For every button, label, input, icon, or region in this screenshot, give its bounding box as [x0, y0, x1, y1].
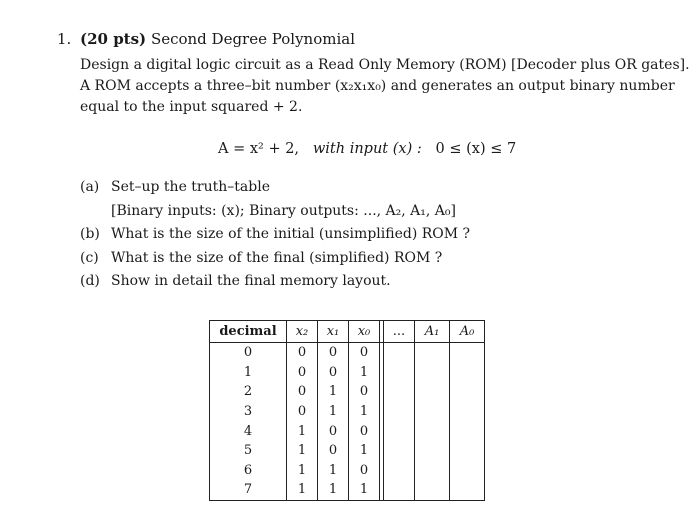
header-decimal: decimal — [210, 321, 287, 343]
cell-x0: 1 — [349, 402, 380, 422]
table-row — [210, 480, 485, 500]
cell-decimal: 1 — [210, 363, 287, 383]
problem-heading — [80, 30, 355, 48]
cell-a1 — [415, 382, 450, 402]
table-row — [210, 441, 485, 461]
cell-decimal: 6 — [210, 461, 287, 481]
table-header-row — [210, 321, 485, 343]
cell-a0 — [450, 441, 485, 461]
subquestion-text: What is the size of the initial (unsimplified) ROM ? — [111, 226, 471, 242]
cell-x2: 1 — [287, 480, 318, 500]
subquestion-d — [80, 270, 470, 294]
subquestion-label: (a) — [80, 179, 100, 195]
cell-dots — [384, 421, 415, 441]
cell-x0: 1 — [349, 441, 380, 461]
problem-number: 1. — [57, 30, 72, 48]
table-row — [210, 402, 485, 422]
header-a1: A₁ — [415, 321, 450, 343]
problem-description — [80, 55, 690, 118]
cell-dots — [384, 382, 415, 402]
cell-x0: 1 — [349, 363, 380, 383]
table-row — [210, 421, 485, 441]
cell-x2: 0 — [287, 343, 318, 363]
header-x0: x₀ — [349, 321, 380, 343]
cell-x0: 0 — [349, 421, 380, 441]
cell-x2: 0 — [287, 402, 318, 422]
cell-x2: 0 — [287, 363, 318, 383]
subquestion-label — [80, 200, 111, 224]
subquestion-b — [80, 223, 470, 247]
header-dots: ... — [384, 321, 415, 343]
cell-decimal: 3 — [210, 402, 287, 422]
formula-lhs: A = x² + 2, — [218, 141, 300, 157]
cell-x2: 1 — [287, 461, 318, 481]
cell-a1 — [415, 402, 450, 422]
cell-x2: 1 — [287, 441, 318, 461]
cell-a1 — [415, 421, 450, 441]
cell-x1: 0 — [318, 343, 349, 363]
header-a0: A₀ — [450, 321, 485, 343]
header-x2: x₂ — [287, 321, 318, 343]
cell-a1 — [415, 343, 450, 363]
truth-table — [209, 320, 485, 501]
cell-a0 — [450, 461, 485, 481]
formula-mid: with input (x) : — [312, 141, 422, 157]
subquestion-c — [80, 247, 470, 271]
problem-points: (20 pts) — [80, 30, 147, 48]
subquestion-text: Show in detail the final memory layout. — [111, 273, 391, 289]
cell-a0 — [450, 363, 485, 383]
subquestion-label: (d) — [80, 273, 100, 289]
cell-x1: 1 — [318, 461, 349, 481]
cell-x0: 1 — [349, 480, 380, 500]
cell-x1: 0 — [318, 421, 349, 441]
cell-dots — [384, 461, 415, 481]
subquestion-label: (c) — [80, 249, 99, 266]
cell-decimal: 5 — [210, 441, 287, 461]
subquestion-label: (b) — [80, 226, 100, 242]
description-line: equal to the input squared + 2. — [80, 99, 303, 115]
cell-x1: 0 — [318, 441, 349, 461]
cell-a1 — [415, 363, 450, 383]
subquestion-text: Set–up the truth–table — [111, 179, 270, 195]
subquestion-list — [80, 176, 470, 294]
subquestion-a — [80, 176, 470, 200]
description-line: Design a digital logic circuit as a Read Only Memory (ROM) [Decoder plus OR gates]. — [80, 57, 690, 73]
cell-a0 — [450, 421, 485, 441]
cell-x1: 1 — [318, 402, 349, 422]
formula — [218, 141, 516, 157]
truth-table-body — [210, 343, 485, 501]
cell-a1 — [415, 441, 450, 461]
description-line: A ROM accepts a three–bit number (x₂x₁x₀) and generates an output binary number — [80, 78, 675, 94]
subquestion-text: [Binary inputs: (x); Binary outputs: ..., A₂, A₁, A₀] — [111, 202, 456, 219]
header-x1: x₁ — [318, 321, 349, 343]
cell-dots — [384, 402, 415, 422]
cell-a0 — [450, 480, 485, 500]
cell-a0 — [450, 343, 485, 363]
table-row — [210, 363, 485, 383]
cell-x2: 1 — [287, 421, 318, 441]
table-row — [210, 382, 485, 402]
cell-x0: 0 — [349, 461, 380, 481]
cell-x0: 0 — [349, 343, 380, 363]
cell-decimal: 4 — [210, 421, 287, 441]
cell-decimal: 0 — [210, 343, 287, 363]
formula-rhs: 0 ≤ (x) ≤ 7 — [435, 141, 517, 157]
cell-x1: 1 — [318, 480, 349, 500]
cell-a1 — [415, 480, 450, 500]
cell-dots — [384, 363, 415, 383]
subquestion-a-detail — [80, 200, 470, 224]
cell-dots — [384, 480, 415, 500]
table-row — [210, 343, 485, 363]
cell-x1: 0 — [318, 363, 349, 383]
cell-a1 — [415, 461, 450, 481]
cell-x1: 1 — [318, 382, 349, 402]
cell-a0 — [450, 382, 485, 402]
cell-decimal: 7 — [210, 480, 287, 500]
cell-dots — [384, 343, 415, 363]
cell-a0 — [450, 402, 485, 422]
table-row — [210, 461, 485, 481]
cell-dots — [384, 441, 415, 461]
problem-title: Second Degree Polynomial — [150, 30, 355, 48]
cell-x2: 0 — [287, 382, 318, 402]
subquestion-text: What is the size of the final (simplified) ROM ? — [111, 249, 443, 266]
cell-decimal: 2 — [210, 382, 287, 402]
cell-x0: 0 — [349, 382, 380, 402]
